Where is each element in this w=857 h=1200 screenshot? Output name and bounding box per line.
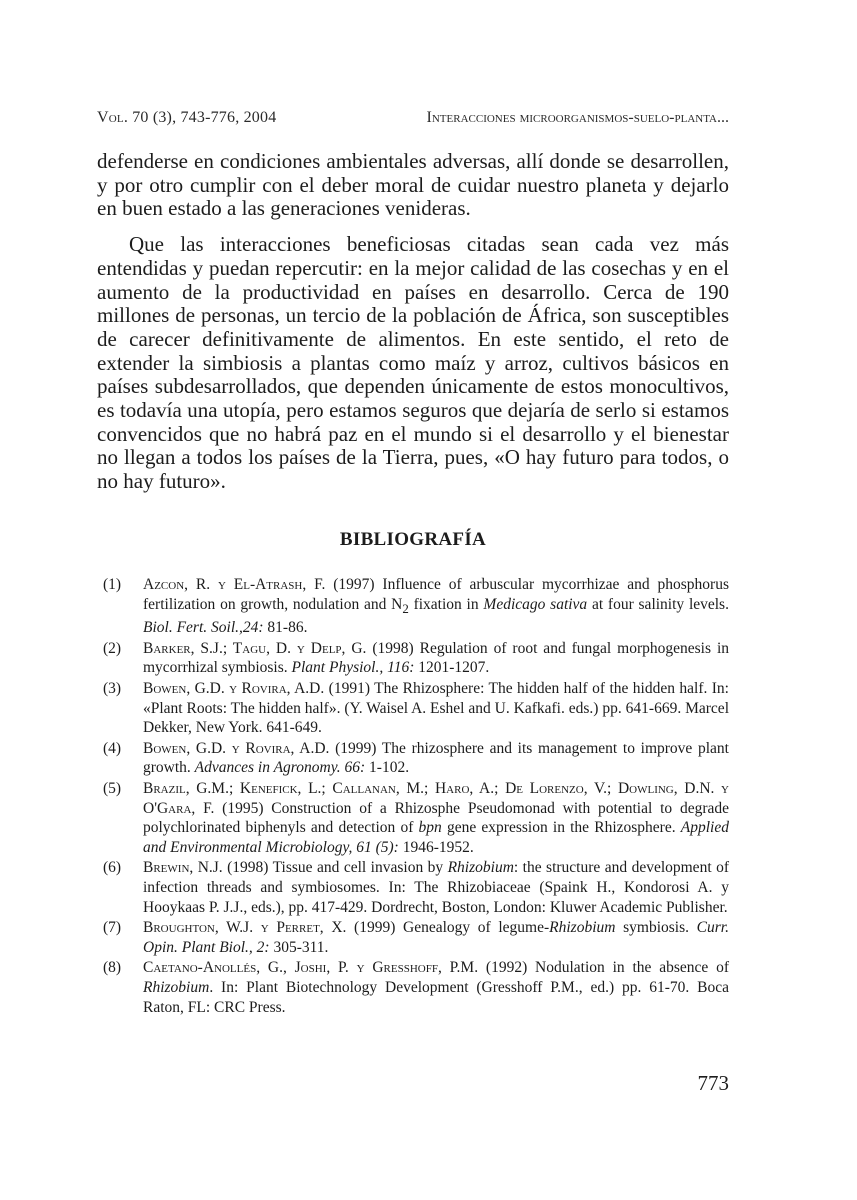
reference-number: (6) <box>103 859 122 877</box>
paragraph: Que las interacciones beneficiosas citadas sean cada vez más entendidas y puedan repercutir: en la mejor calidad de las cosechas y en el aumento de la productividad en países en desarrollo. Cerca de 190 millones de personas, un tercio de la población de África, son susceptibles de carecer definitivamente de alimentos. En este sentido, el reto de extender la simbiosis a plantas como maíz y arroz, cultivos básicos en países subdesarrollados, que dependen únicamente de estos monocultivos, es todavía una utopía, pero estamos seguros que dejaría de serlo si estamos convencidos que no habrá paz en el mundo si el desarrollo y el bienestar no llegan a todos los países de la Tierra, pues, «O hay futuro para todos, o no hay futuro». <box>97 232 729 494</box>
reference-text <box>143 919 729 956</box>
header-volume-info: Vol. 70 (3), 743-776, 2004 <box>97 109 277 126</box>
reference-list <box>97 575 729 1018</box>
reference-segment: (1998) Regulation of root and fungal morphogenesis in mycorrhizal symbiosis. <box>143 639 729 677</box>
reference-italic: Rhizobium <box>143 978 210 996</box>
reference-segment: (1998) Tissue and cell invasion by <box>222 859 448 877</box>
reference-text <box>143 780 729 856</box>
reference-number: (2) <box>103 639 122 657</box>
reference-number: (1) <box>103 576 122 593</box>
reference-segment: 1-102. <box>365 759 410 777</box>
reference-text <box>143 959 729 1015</box>
reference-italic: Curr. Opin. Plant Biol., 2: <box>143 919 729 956</box>
reference-authors: Barker, S.J.; Tagu, D. y Delp, G. <box>143 639 367 657</box>
reference-number: (8) <box>103 959 122 977</box>
reference-italic: bpn <box>418 819 442 837</box>
reference-item <box>97 858 729 917</box>
bibliography-heading: BIBLIOGRAFÍA <box>339 529 487 550</box>
reference-number: (3) <box>103 680 122 698</box>
reference-segment: 81-86. <box>263 619 308 637</box>
reference-segment: at four salinity levels. <box>587 595 729 613</box>
reference-number: (5) <box>103 780 122 798</box>
reference-item <box>97 575 729 638</box>
reference-authors: Brazil, G.M.; Kenefick, L.; Callanan, M.; Haro, A.; De Lorenzo, V.; Dowling, D.N. y O'Gara, F. <box>143 780 729 817</box>
reference-italic: Biol. Fert. Soil.,24: <box>143 619 264 637</box>
reference-authors: Bowen, G.D. y Rovira, A.D. <box>143 680 325 698</box>
reference-italic: Plant Physiol., 116: <box>291 659 415 677</box>
reference-authors: Brewin, N.J. <box>143 859 223 877</box>
reference-authors: Broughton, W.J. y Perret, X. <box>143 919 347 937</box>
body-text <box>97 150 729 494</box>
reference-item <box>97 958 729 1017</box>
reference-number: (7) <box>103 919 122 937</box>
reference-text <box>143 680 729 736</box>
reference-item <box>97 679 729 738</box>
reference-text <box>143 740 729 777</box>
running-header <box>97 109 729 131</box>
header-article-title: Interacciones microorganismos-suelo-planta... <box>426 109 729 126</box>
reference-segment: (1999) Genealogy of legume- <box>346 919 550 937</box>
reference-segment: (1991) The Rhizosphere: The hidden half of the hidden half. In: «Plant Roots: The hidden half». (Y. Waisel A. Eshel and U. Kafkafi. eds.) pp. 641-669. Marcel Dekker, New York. 641-649. <box>143 680 729 737</box>
reference-segment: symbiosis. <box>615 919 697 937</box>
reference-segment: 2 <box>402 600 409 616</box>
reference-segment: (1997) Influence of arbuscular mycorrhizae and phosphorus fertilization on growth, nodulation and N <box>143 576 729 613</box>
reference-authors: Caetano-Anollés, G., Joshi, P. y Gresshoff, P.M. <box>143 959 479 977</box>
reference-segment: : the structure and development of infection threads and symbiosomes. In: The Rhizobiaceae (Spaink H., Kondorosi A. y Hooykaas P. J.J., eds.), pp. 417-429. Dordrecht, Boston, London: Kluwer Academic Publisher. <box>143 859 729 916</box>
reference-item <box>97 739 729 778</box>
reference-segment: 1201-1207. <box>414 659 490 677</box>
reference-italic: Rhizobium <box>447 859 514 877</box>
reference-segment: (1992) Nodulation in the absence of <box>478 959 729 977</box>
paragraph: defenderse en condiciones ambientales adversas, allí donde se desarrollen, y por otro cumplir con el deber moral de cuidar nuestro planeta y dejarlo en buen estado a las generaciones venideras. <box>97 149 729 221</box>
journal-page <box>97 0 729 1200</box>
reference-segment: 305-311. <box>269 938 329 956</box>
reference-segment: . In: Plant Biotechnology Development (Gresshoff P.M., ed.) pp. 61-70. Boca Raton, FL: CRC Press. <box>143 978 729 1016</box>
reference-italic: Applied and Environmental Microbiology, 61 (5): <box>143 819 729 856</box>
reference-text <box>143 640 729 677</box>
reference-segment: 1946-1952. <box>398 838 474 856</box>
reference-segment: fixation in <box>408 595 484 613</box>
reference-italic: Rhizobium <box>549 919 616 937</box>
reference-authors: Bowen, G.D. y Rovira, A.D. <box>143 739 330 757</box>
reference-text <box>143 576 729 636</box>
reference-item <box>97 918 729 957</box>
reference-item <box>97 639 729 678</box>
reference-segment: (1995) Construction of a Rhizosphe Pseudomonad with potential to degrade polychlorinated biphenyls and detection of <box>143 799 729 837</box>
reference-text <box>143 859 729 915</box>
reference-italic: Advances in Agronomy. 66: <box>194 759 366 777</box>
reference-number: (4) <box>103 739 122 757</box>
reference-segment: (1999) The rhizosphere and its management to improve plant growth. <box>143 739 729 777</box>
reference-italic: Medicago sativa <box>483 595 588 613</box>
reference-item <box>97 779 729 857</box>
reference-authors: Azcon, R. y El-Atrash, F. <box>143 576 326 593</box>
reference-segment: gene expression in the Rhizosphere. <box>441 819 681 837</box>
page-number: 773 <box>697 1071 729 1095</box>
